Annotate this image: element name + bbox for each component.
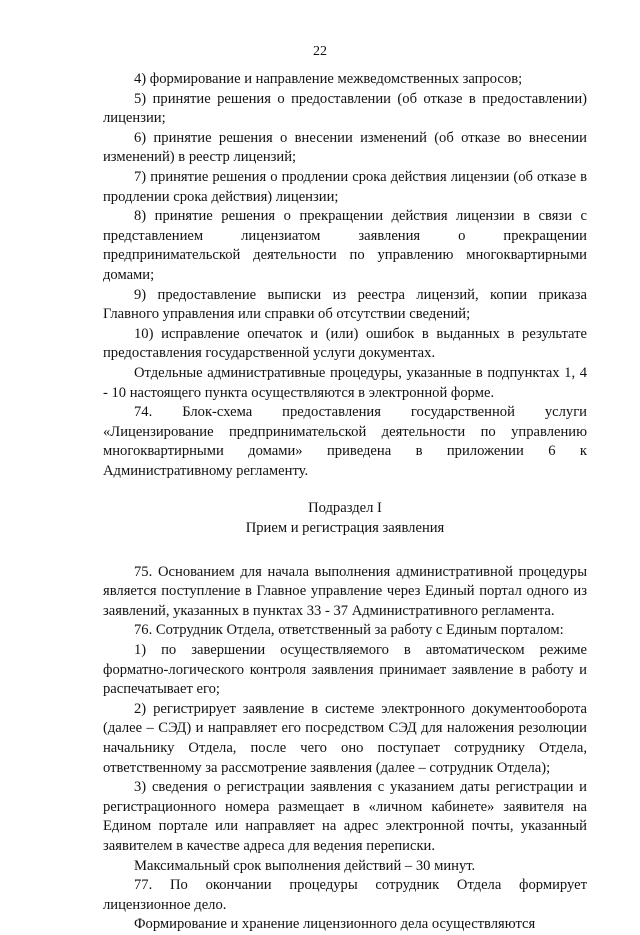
clause-76-item-3: 3) сведения о регистрации заявления с указанием даты регистрации и регистрационного номера размещает в «личном кабинете» заявителя на Едином портале или направляет на адрес электронной почты, указанный заявителем в качестве адреса для ведения переписки.	[103, 779, 587, 854]
subsection-subtitle: Прием и регистрация заявления	[245, 520, 445, 537]
list-item-5: 5) принятие решения о предоставлении (об отказе в предоставлении) лицензии;	[103, 90, 587, 127]
subsection-heading	[103, 499, 587, 538]
page-number: 22	[313, 44, 327, 59]
clause-75: 75. Основанием для начала выполнения административной процедуры является поступление в Главное управление через Единый портал одного из заявлений, указанных в пунктах 33 - 37 Административного регламента.	[103, 563, 587, 619]
clause-76-item-1: 1) по завершении осуществляемого в автоматическом режиме форматно-логического контроля заявления принимает заявление в работу и распечатывает его;	[103, 642, 587, 698]
formation-storage-line: Формирование и хранение лицензионного дела осуществляются	[134, 916, 536, 933]
clause-76-item-2: 2) регистрирует заявление в системе электронного документооборота (далее – СЭД) и направляет его посредством СЭД для наложения резолюции начальнику Отдела, после чего оно поступает сотруднику Отдела, ответственному за рассмотрение заявления (далее – сотрудник Отдела);	[103, 700, 587, 776]
max-duration-note: Максимальный срок выполнения действий – 30 минут.	[134, 857, 476, 874]
electronic-form-note: Отдельные административные процедуры, указанные в подпунктах 1, 4 - 10 настоящего пункта осуществляются в электронной форме.	[103, 364, 587, 401]
subsection-title: Подраздел I	[308, 500, 382, 517]
list-item-10: 10) исправление опечаток и (или) ошибок в выданных в результате предоставления государственной услуги документах.	[103, 325, 587, 362]
list-item-7: 7) принятие решения о продлении срока действия лицензии (об отказе в продлении срока действия) лицензии;	[103, 168, 587, 205]
list-item-4: 4) формирование и направление межведомственных запросов;	[134, 71, 523, 87]
list-item-8: 8) принятие решения о прекращении действия лицензии в связи с представлением лицензиатом заявления о прекращении предпринимательской деятельности по управлению многоквартирными домами;	[103, 208, 587, 283]
clause-74: 74. Блок-схема предоставления государственной услуги «Лицензирование предпринимательской деятельности по управлению многоквартирными домами» приведена в приложении 6 к Административному регламенту.	[103, 404, 587, 479]
document-body	[103, 70, 587, 935]
clause-77: 77. По окончании процедуры сотрудник Отдела формирует лицензионное дело.	[103, 877, 587, 913]
list-item-6: 6) принятие решения о внесении изменений (об отказе во внесении изменений) в реестр лицензий;	[103, 129, 587, 166]
clause-76: 76. Сотрудник Отдела, ответственный за работу с Единым порталом:	[134, 622, 564, 639]
list-item-9: 9) предоставление выписки из реестра лицензий, копии приказа Главного управления или справки об отсутствии сведений;	[103, 286, 587, 323]
